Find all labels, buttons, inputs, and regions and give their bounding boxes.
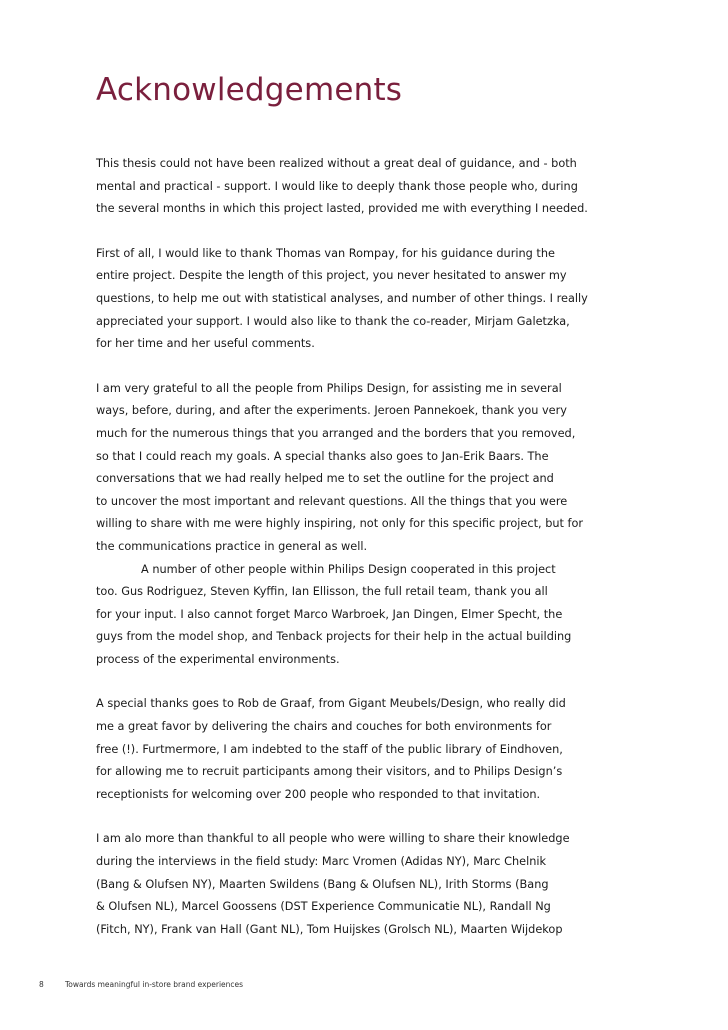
text-line: A special thanks goes to Rob de Graaf, from Gigant Meubels/Design, who really did [96,697,566,711]
text-line: me a great favor by delivering the chairs and couches for both environments for [96,720,552,734]
text-line: to uncover the most important and relevant questions. All the things that you were [96,494,568,508]
page-footer [0,977,728,993]
body-text [96,153,588,963]
text-line: so that I could reach my goals. A special thanks also goes to Jan-Erik Baars. The [96,449,549,463]
text-line: much for the numerous things that you arranged and the borders that you removed, [96,426,576,440]
text-line: the communications practice in general as well. [96,539,368,553]
text-line: appreciated your support. I would also like to thank the co-reader, Mirjam Galetzka, [96,314,570,328]
text-line: I am very grateful to all the people from Philips Design, for assisting me in several [96,381,562,395]
paragraph [96,153,588,221]
text-line: willing to share with me were highly inspiring, not only for this specific project, but for [96,517,584,531]
paragraph [96,243,588,356]
text-line: conversations that we had really helped me to set the outline for the project and [96,472,554,486]
text-line: process of the experimental environments. [96,652,340,666]
text-line: the several months in which this project lasted, provided me with everything I needed. [96,202,588,216]
page-title: Acknowledgements [96,72,403,108]
text-line: (Fitch, NY), Frank van Hall (Gant NL), Tom Huijskes (Grolsch NL), Maarten Wijdekop [96,922,563,936]
text-line: I am alo more than thankful to all people who were willing to share their knowledge [96,832,570,846]
text-line: A number of other people within Philips Design cooperated in this project [141,562,556,576]
text-line: for allowing me to recruit participants among their visitors, and to Philips Design’s [96,765,563,779]
text-line: questions, to help me out with statistical analyses, and number of other things. I really [96,291,588,305]
text-line: receptionists for welcoming over 200 people who responded to that invitation. [96,787,541,801]
text-line: guys from the model shop, and Tenback projects for their help in the actual building [96,630,572,644]
page-number: 8 [39,980,44,989]
text-line: & Olufsen NL), Marcel Goossens (DST Experience Communicatie NL), Randall Ng [96,900,551,914]
text-line: mental and practical - support. I would like to deeply thank those people who, during [96,179,578,193]
text-line: entire project. Despite the length of this project, you never hesitated to answer my [96,269,567,283]
running-title: Towards meaningful in-store brand experiences [65,980,244,989]
paragraph [96,378,584,672]
text-line: too. Gus Rodriguez, Steven Kyffin, Ian Ellisson, the full retail team, thank you all [96,585,548,599]
text-line: (Bang & Olufsen NY), Maarten Swildens (Bang & Olufsen NL), Irith Storms (Bang [96,877,549,891]
text-line: ways, before, during, and after the experiments. Jeroen Pannekoek, thank you very [96,404,567,418]
paragraph [96,828,570,941]
text-line: First of all, I would like to thank Thomas van Rompay, for his guidance during the [96,246,555,260]
text-line: free (!). Furtmermore, I am indebted to the staff of the public library of Eindhoven, [96,742,563,756]
text-line: for her time and her useful comments. [96,337,315,351]
text-line: This thesis could not have been realized without a great deal of guidance, and - both [96,157,577,170]
paragraph [96,693,566,806]
text-line: for your input. I also cannot forget Marco Warbroek, Jan Dingen, Elmer Specht, the [96,607,563,621]
text-line: during the interviews in the field study: Marc Vromen (Adidas NY), Marc Chelnik [96,855,547,869]
